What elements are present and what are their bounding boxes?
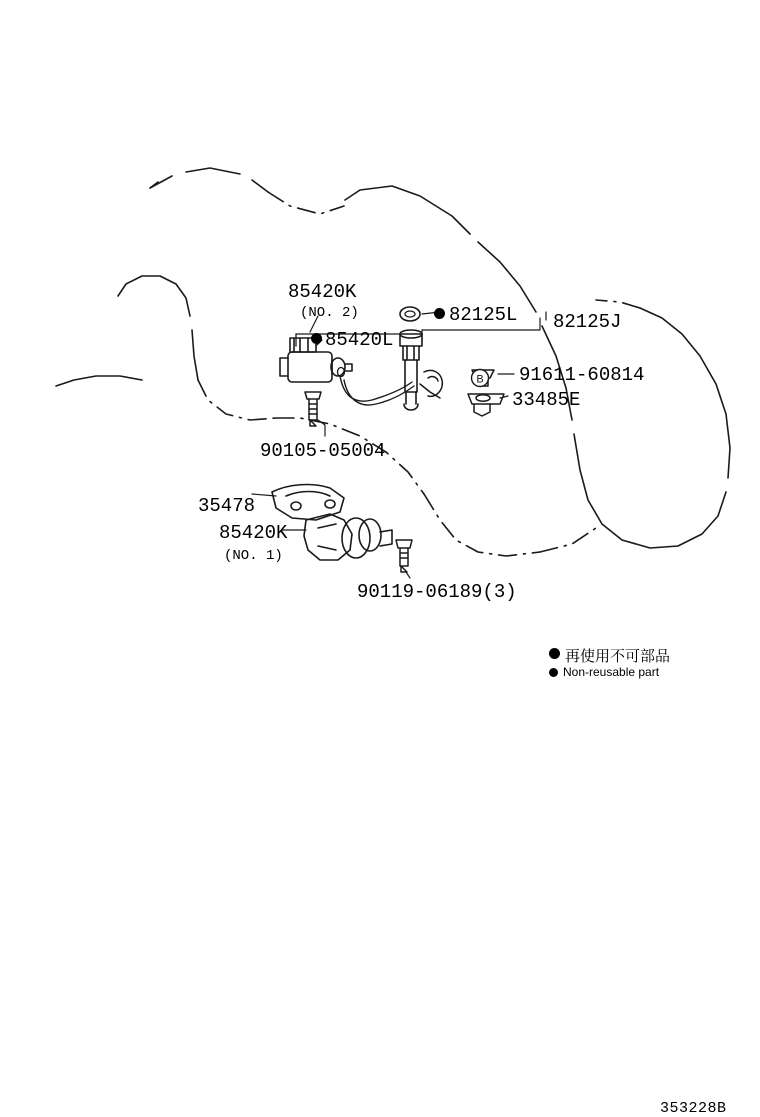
part-label-85420l: 85420L [325, 329, 394, 351]
svg-text:B: B [476, 373, 484, 386]
part-label-33485e: 33485E [512, 389, 581, 411]
figure-code: 353228B [660, 1100, 727, 1117]
legend-dot-en [549, 668, 558, 677]
part-label-35478: 35478 [198, 495, 256, 517]
part-label-85420k-no2: 85420K [288, 281, 357, 303]
callout-b-icon [470, 368, 490, 388]
part-sublabel-85420k-no1: (NO. 1) [224, 548, 283, 564]
part-label-91611-60814: 91611-60814 [519, 364, 645, 386]
part-label-90119-06189: 90119-06189(3) [357, 581, 517, 603]
legend-text-en: Non-reusable part [563, 665, 660, 679]
marker-dot-85420l [311, 333, 322, 344]
marker-dot-82125l [434, 308, 445, 319]
legend-dot-jp [549, 648, 560, 659]
part-label-85420k-no1: 85420K [219, 522, 288, 544]
part-label-90105-05004: 90105-05004 [260, 440, 386, 462]
part-label-82125j: 82125J [553, 311, 622, 333]
part-sublabel-85420k-no2: (NO. 2) [300, 305, 359, 321]
part-label-82125l: 82125L [449, 304, 518, 326]
legend-text-jp: 再使用不可部品 [565, 647, 671, 665]
